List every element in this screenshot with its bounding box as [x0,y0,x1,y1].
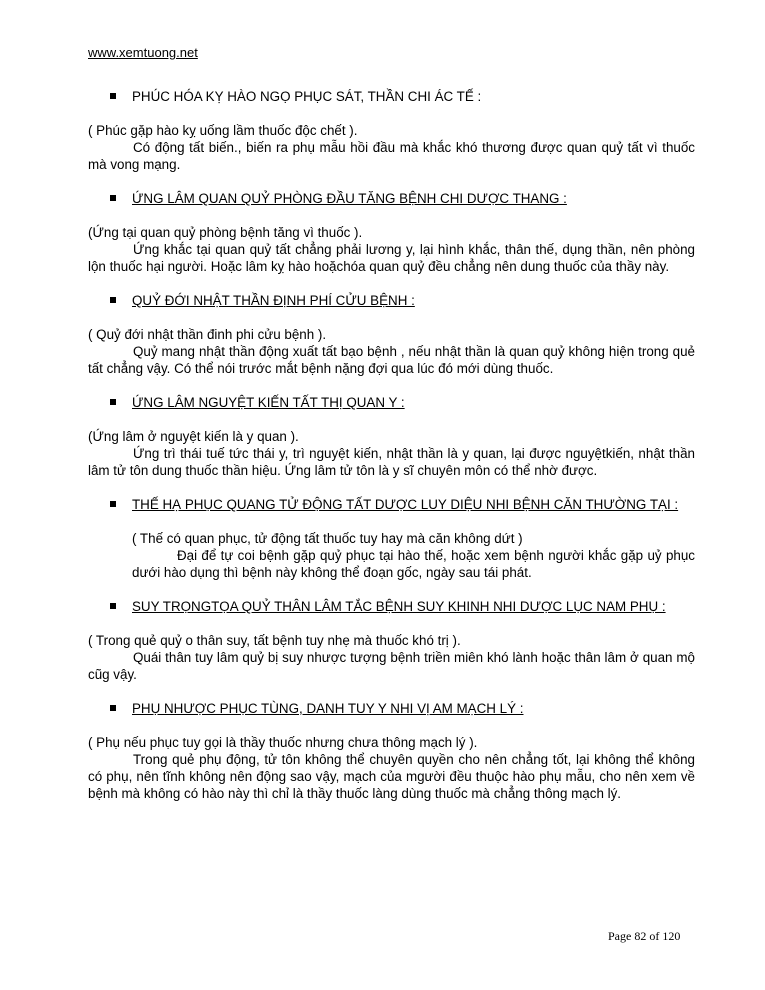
section-body: Ứng khắc tại quan quỷ tất chẳng phải lương y, lại hình khắc, thân thế, dụng thần, nên phòng lộn thuốc hại người. Hoặc lâm kỵ hào hoặchóa quan quỷ đều chẳng nên dung thuốc của thầy này. [88,242,695,274]
bullet-icon [110,195,116,201]
section-body: Ứng trì thái tuế tức thái y, trì nguyệt kiến, nhật thần là y quan, lại được nguyệtkiến, nhật thần lâm tử tôn dung thuốc thần hiệu. Ứng lâm tử tôn là y sĩ chuyên môn có thể nhờ được. [88,446,695,478]
section-body: Quỷ mang nhật thần động xuất tất bạo bệnh , nếu nhật thần là quan quỷ không hiện trong quẻ tất chẳng vậy. Có thể nói trước mắt bệnh nặng đợi qua lúc đó mới dùng thuốc. [88,344,695,376]
bullet-icon [110,93,116,99]
section-note: ( Quỷ đới nhật thần đinh phi cửu bệnh ). [88,327,327,342]
section-heading: ỨNG LÂM QUAN QUỶ PHÒNG ĐẦU TĂNG BỆNH CHI DƯỢC THANG : [88,190,695,207]
section-note: (Ứng lâm ở nguyệt kiến là y quan ). [88,429,299,444]
bullet-icon [110,501,116,507]
section-heading: QUỶ ĐỚI NHẬT THẦN ĐỊNH PHÍ CỬU BỆNH : [88,292,695,309]
section-note: ( Thế có quan phục, tử động tất thuốc tuy hay mà căn không dứt ) [132,531,523,546]
bullet-icon [110,603,116,609]
section-body: Trong quẻ phụ động, tử tôn không thể chuyên quyền cho nên chẳng tốt, lại không thể không có phụ, nên tĩnh không nên động sao vậy, mạch của mgười đều thuộc hào phụ mẫu, cho nên xem về bệnh mà không có hào này thì chỉ là thầy thuốc làng dùng thuốc mà chẳng thông mạch lý. [88,752,695,801]
section-heading: SUY TRỌNGTỌA QUỶ THÂN LÂM TẮC BỆNH SUY KHINH NHI DƯỢC LỤC NAM PHỤ : [88,598,695,615]
section-note: (Ứng tại quan quỷ phòng bệnh tăng vì thuốc ). [88,225,363,240]
section-body: Có động tất biến., biến ra phụ mẫu hồi đầu mà khắc khó thương được quan quỷ tất vì thuốc mà vong mạng. [88,140,695,172]
section-note: ( Phụ nếu phục tuy gọi là thầy thuốc nhưng chưa thông mạch lý ). [88,735,478,750]
section-note: ( Trong quẻ quỷ o thân suy, tất bệnh tuy nhẹ mà thuốc khó trị ). [88,633,461,648]
site-url[interactable]: www.xemtuong.net [88,45,198,60]
section-body: Đại để tự coi bệnh gặp quỷ phục tại hào thế, hoặc xem bệnh người khắc gặp uỷ phục dưới hào dụng thì bệnh này không thể đoạn gốc, ngày sau tái phát. [132,548,695,580]
bullet-icon [110,399,116,405]
section-note: ( Phúc gặp hào kỵ uống lầm thuốc độc chết ). [88,123,358,138]
page-number: Page 82 of 120 [608,929,681,943]
page-content [88,88,695,802]
bullet-icon [110,705,116,711]
bullet-icon [110,297,116,303]
section-heading: THẾ HẠ PHỤC QUANG TỬ ĐỘNG TẤT DƯỢC LUY DIỆU NHI BỆNH CĂN THƯỜNG TẠI : [88,496,695,513]
section-body: Quái thân tuy lâm quỷ bị suy nhược tượng bệnh triền miên khó lành hoặc thân lâm ở quan mộ cũg vậy. [88,650,695,682]
section-heading: PHỤ NHƯỢC PHỤC TÙNG, DANH TUY Y NHI VỊ AM MẠCH LÝ : [88,700,695,717]
section-heading: PHÚC HÓA KỴ HÀO NGỌ PHỤC SÁT, THẦN CHI ÁC TẾ : [88,88,695,105]
section-heading: ỨNG LÂM NGUYỆT KIẾN TẤT THỊ QUAN Y : [88,394,695,411]
